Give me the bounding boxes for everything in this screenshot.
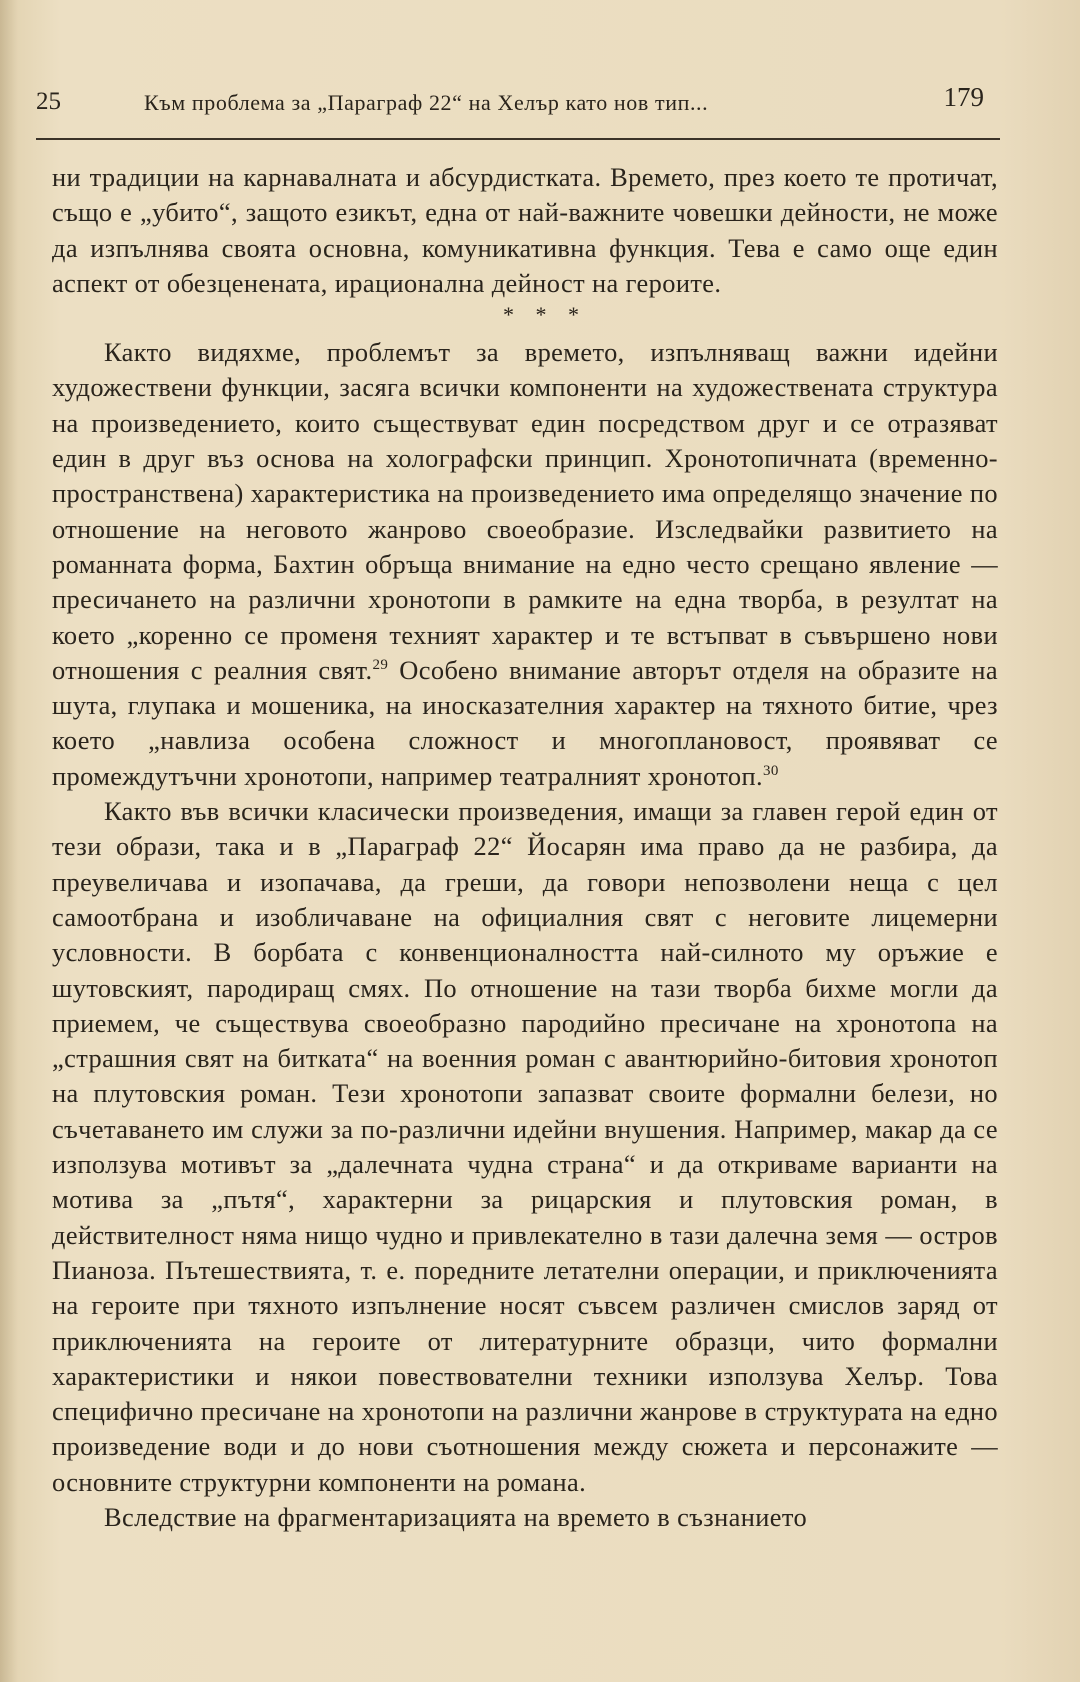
running-header bbox=[36, 82, 984, 122]
footnote-ref-30[interactable]: 30 bbox=[763, 762, 779, 779]
running-title: Към проблема за „Параграф 22“ на Хелър като нов тип... bbox=[144, 90, 709, 115]
footnote-ref-29[interactable]: 29 bbox=[372, 657, 389, 674]
paragraph-3: Както във всички класически произведения, имащи за главен герой един от тези образи, така и в „Параграф 22“ Йосарян има право да не разбира, да преувеличава и изопачава, да греши, да говори непозволени неща с цел самоотбрана и изобличаване на официалния свят с неговите лицемерни условности. В борбата с конвенционалността най-силното му оръжие е шутовският, пародиращ смях. По отношение на тази творба бихме могли да приемем, че съществува своеобразно пародийно пресичане на хронотопа на „страшния свят на битката“ на военния роман с авантюрийно-битовия хронотоп на плутовския роман. Тези хронотопи запазват своите формални белези, но съчетаването им служи за по-различни идейни внушения. Например, макар да се използува мотивът за „далечната чудна страна“ и да откриваме варианти на мотива за „пътя“, характерни за рицарския и плутовския роман, в действителност няма нищо чудно и привлекателно в тази далечна земя — остров Пианоза. Пътешествията, т. е. поредните летателни операции, и приключенията на героите при тяхното изпълнение носят съвсем различен смислов заряд от приключенията на героите от литературните образци, чито формални характеристики и някои повествователни техники използува Хелър. Това специфично пресичане на хронотопи на различни жанрове в структурата на едно произведение води и до нови съотношения между сюжета и персонажите — основните структурни компоненти на романа. bbox=[52, 796, 998, 1497]
paragraph-2-part-a: Както видяхме, проблемът за времето, изпълняващ важни идейни художествени функции, засяга всички компоненти на художествената структура на произведението, които съществуват един посредством друг и се отразяват един в друг въз основа на холографски принцип. Хронотопичната (временно-пространствена) характеристика на произведението има определящо значение по отношение на неговото жанрово своеобразие. Изследвайки развитието на романната форма, Бахтин обръща внимание на едно често срещано явление — пресичането на различни хронотопи в рамките на една творба, в резултат на което „коренно се променя техният характер и те встъпват в съвършено нови отношения с реалния свят. bbox=[52, 337, 998, 685]
paragraph-2 bbox=[52, 335, 998, 794]
page-number: 179 bbox=[943, 82, 984, 112]
body-text bbox=[52, 160, 998, 1535]
paragraph-1: ни традиции на карнавалната и абсурдистката. Времето, през което те протичат, също е „убито“, защото езикът, една от най-важните човешки дейности, не може да изпълнява своята основна, комуникативна функция. Тева е само още един аспект от обезценената, ирационална дейност на героите. bbox=[52, 162, 998, 298]
page-marker-left: 25 bbox=[36, 88, 61, 115]
paragraph-4: Вследствие на фрагментаризацията на времето в съзнанието bbox=[104, 1501, 808, 1532]
header-rule bbox=[36, 138, 1000, 140]
section-separator: * * * bbox=[503, 302, 587, 328]
paragraph-2-part-b: Особено внимание авторът отделя на образите на шута, глупака и мошеника, на иносказателния характер на тяхното битие, чрез което „навлиза особена сложност и многоплановост, проявяват се промеждутъчни хронотопи, например театралният хронотоп. bbox=[52, 654, 998, 791]
